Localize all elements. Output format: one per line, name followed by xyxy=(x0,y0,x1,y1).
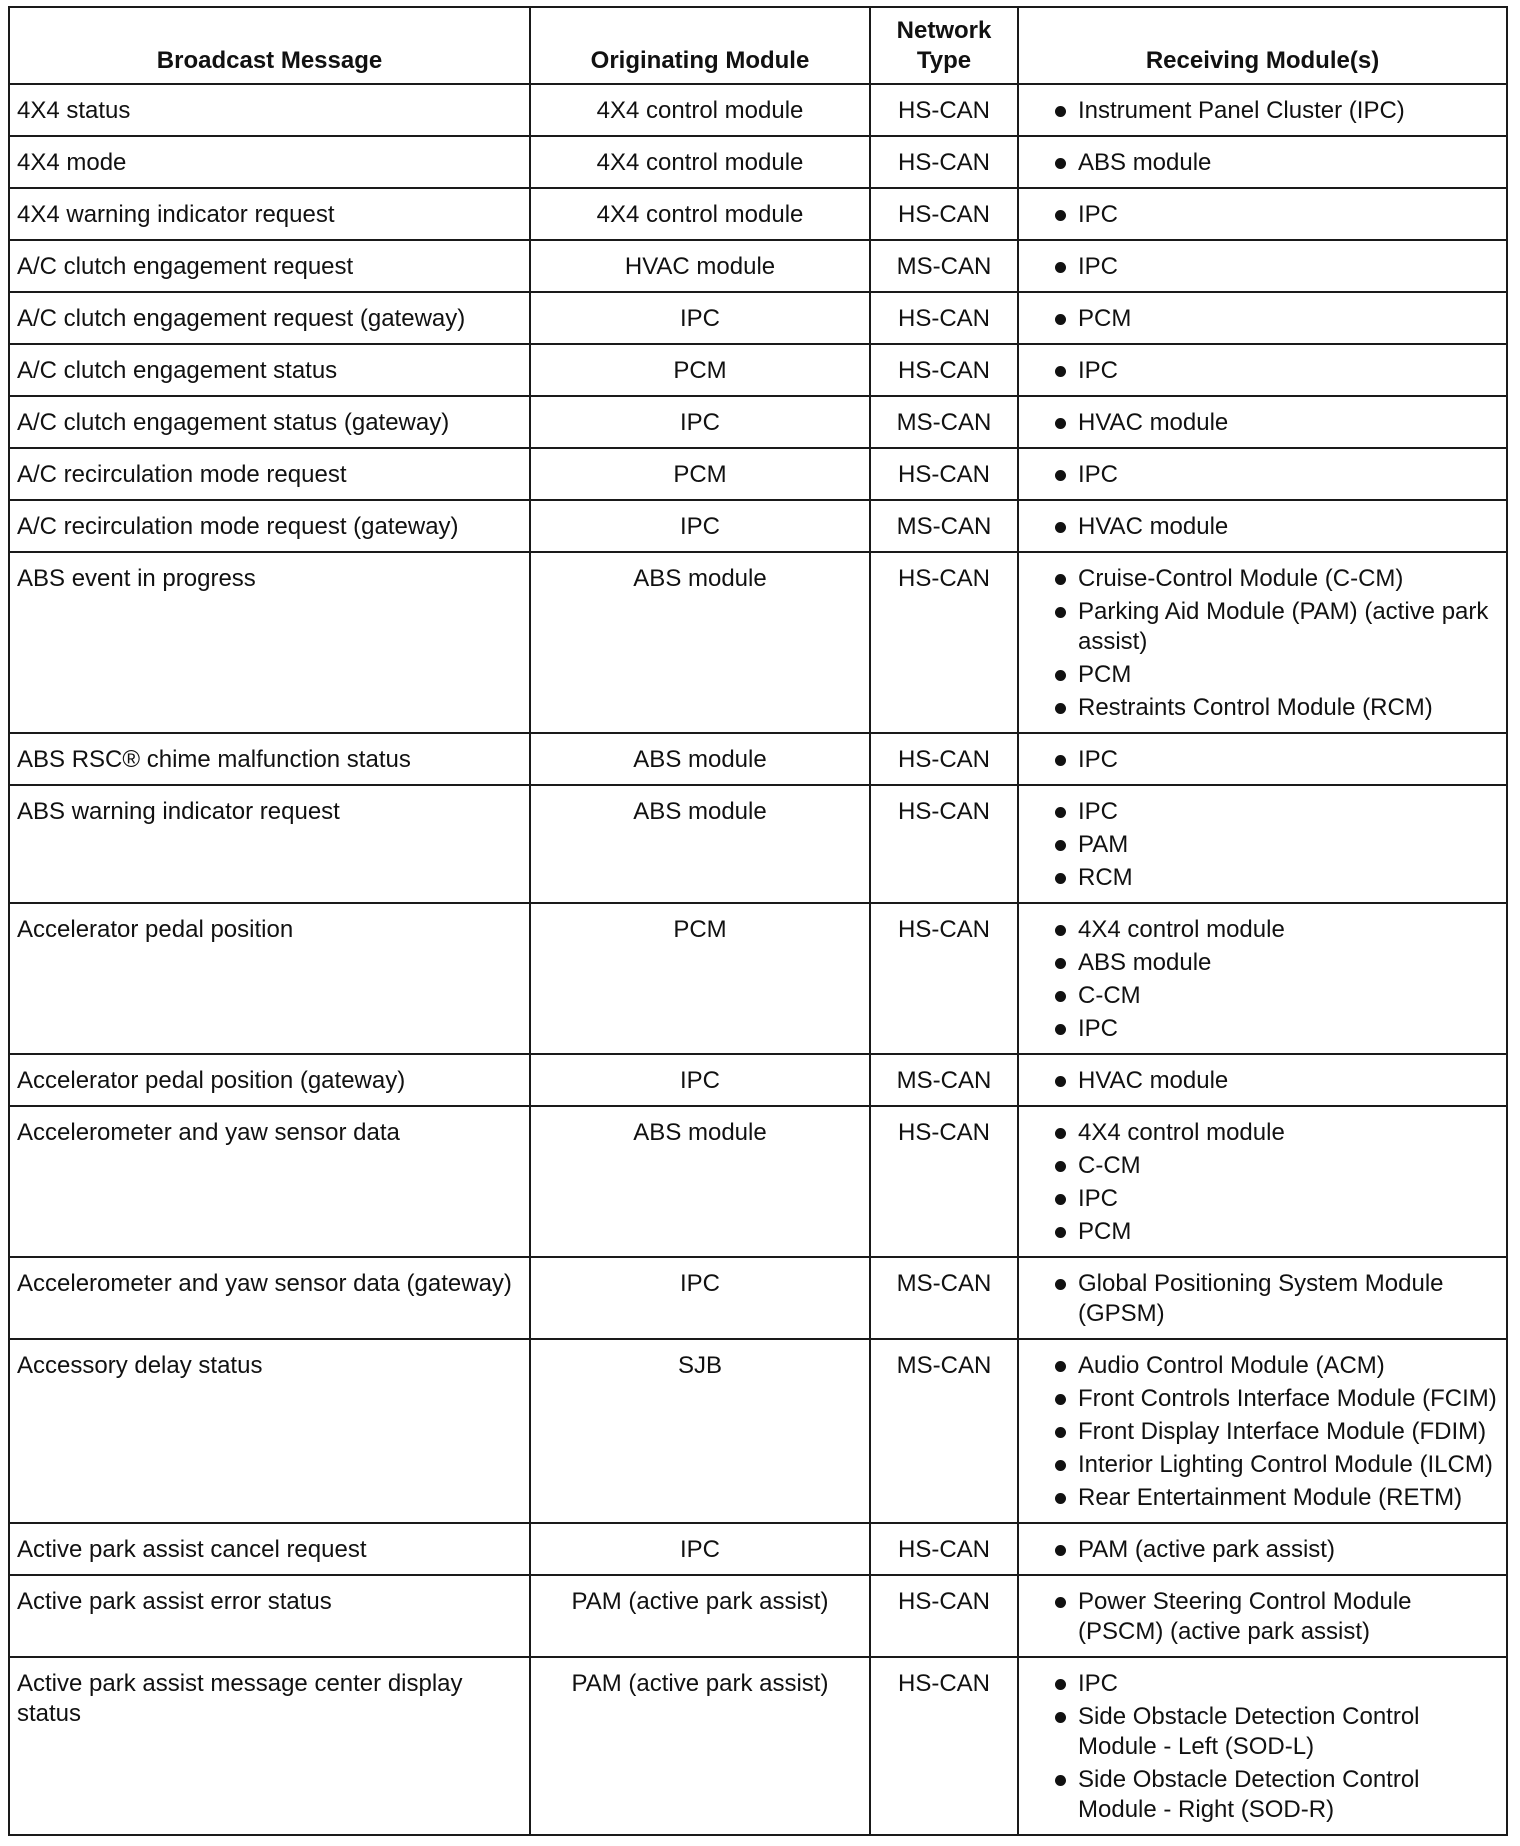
receiving-modules-list xyxy=(1026,408,1499,438)
originating-module-cell: PAM (active park assist) xyxy=(530,1657,870,1835)
receiving-module-label: Rear Entertainment Module (RETM) xyxy=(1078,1484,1463,1511)
receiving-module-item xyxy=(1026,304,1499,334)
broadcast-message-cell: A/C clutch engagement request (gateway) xyxy=(9,292,530,344)
receiving-modules-cell xyxy=(1018,1106,1507,1257)
bullet-icon xyxy=(1055,703,1066,714)
network-type-cell: HS-CAN xyxy=(870,785,1018,903)
receiving-modules-cell xyxy=(1018,344,1507,396)
originating-module-cell: PCM xyxy=(530,903,870,1054)
originating-module-cell: IPC xyxy=(530,396,870,448)
originating-module-cell: IPC xyxy=(530,500,870,552)
receiving-modules-cell xyxy=(1018,448,1507,500)
table-row xyxy=(9,188,1507,240)
receiving-modules-list xyxy=(1026,200,1499,230)
receiving-module-item xyxy=(1026,597,1499,657)
receiving-module-item xyxy=(1026,1483,1499,1513)
table-header xyxy=(9,7,1507,84)
table-row xyxy=(9,903,1507,1054)
bullet-icon xyxy=(1055,1545,1066,1556)
broadcast-message-cell: A/C recirculation mode request xyxy=(9,448,530,500)
broadcast-message-cell: Active park assist cancel request xyxy=(9,1523,530,1575)
receiving-module-label: Front Display Interface Module (FDIM) xyxy=(1078,1418,1487,1445)
bullet-icon xyxy=(1055,366,1066,377)
receiving-module-label: Side Obstacle Detection Control Module - Right (SOD-R) xyxy=(1078,1766,1420,1823)
receiving-module-label: Instrument Panel Cluster (IPC) xyxy=(1078,97,1405,124)
receiving-module-item xyxy=(1026,1450,1499,1480)
receiving-module-label: IPC xyxy=(1078,1185,1119,1212)
originating-module-cell: ABS module xyxy=(530,733,870,785)
receiving-module-label: Side Obstacle Detection Control Module - Left (SOD-L) xyxy=(1078,1703,1420,1760)
header-network-type-label: Network Type xyxy=(896,17,992,74)
receiving-module-label: IPC xyxy=(1078,201,1119,228)
receiving-modules-list xyxy=(1026,915,1499,1044)
receiving-module-label: PAM (active park assist) xyxy=(1078,1536,1335,1563)
table-row xyxy=(9,1657,1507,1835)
receiving-module-item xyxy=(1026,830,1499,860)
network-type-cell: HS-CAN xyxy=(870,448,1018,500)
table-row xyxy=(9,1339,1507,1523)
originating-module-cell: SJB xyxy=(530,1339,870,1523)
bullet-icon xyxy=(1055,1024,1066,1035)
bullet-icon xyxy=(1055,1076,1066,1087)
receiving-module-label: IPC xyxy=(1078,746,1119,773)
originating-module-cell: ABS module xyxy=(530,785,870,903)
receiving-modules-cell xyxy=(1018,292,1507,344)
broadcast-message-cell: 4X4 warning indicator request xyxy=(9,188,530,240)
receiving-module-label: 4X4 control module xyxy=(1078,1119,1285,1146)
broadcast-message-cell: A/C recirculation mode request (gateway) xyxy=(9,500,530,552)
receiving-module-item xyxy=(1026,1351,1499,1381)
header-originating-module: Originating Module xyxy=(530,7,870,84)
receiving-modules-list xyxy=(1026,797,1499,893)
receiving-module-label: PCM xyxy=(1078,1218,1132,1245)
receiving-module-label: C-CM xyxy=(1078,982,1141,1009)
receiving-module-item xyxy=(1026,693,1499,723)
receiving-modules-cell xyxy=(1018,552,1507,733)
receiving-modules-list xyxy=(1026,460,1499,490)
bullet-icon xyxy=(1055,262,1066,273)
header-broadcast-message: Broadcast Message xyxy=(9,7,530,84)
receiving-module-label: Parking Aid Module (PAM) (active park assist) xyxy=(1078,598,1489,655)
table-row xyxy=(9,396,1507,448)
receiving-modules-cell xyxy=(1018,903,1507,1054)
receiving-module-label: IPC xyxy=(1078,798,1119,825)
receiving-module-item xyxy=(1026,356,1499,386)
receiving-module-label: HVAC module xyxy=(1078,513,1229,540)
table-row xyxy=(9,344,1507,396)
network-type-cell: MS-CAN xyxy=(870,1054,1018,1106)
receiving-modules-list xyxy=(1026,96,1499,126)
receiving-modules-cell xyxy=(1018,1575,1507,1657)
table-row xyxy=(9,448,1507,500)
receiving-module-item xyxy=(1026,1669,1499,1699)
bullet-icon xyxy=(1055,873,1066,884)
receiving-module-item xyxy=(1026,1014,1499,1044)
receiving-module-label: ABS module xyxy=(1078,149,1212,176)
receiving-module-label: ABS module xyxy=(1078,949,1212,976)
receiving-module-label: IPC xyxy=(1078,357,1119,384)
receiving-module-label: Interior Lighting Control Module (ILCM) xyxy=(1078,1451,1493,1478)
table-row xyxy=(9,240,1507,292)
receiving-modules-cell xyxy=(1018,1257,1507,1339)
receiving-module-item xyxy=(1026,1702,1499,1762)
receiving-modules-cell xyxy=(1018,240,1507,292)
receiving-module-label: PCM xyxy=(1078,661,1132,688)
network-type-cell: MS-CAN xyxy=(870,240,1018,292)
originating-module-cell: IPC xyxy=(530,292,870,344)
receiving-modules-cell xyxy=(1018,785,1507,903)
table-row xyxy=(9,1575,1507,1657)
bullet-icon xyxy=(1055,607,1066,618)
network-type-cell: HS-CAN xyxy=(870,188,1018,240)
originating-module-cell: ABS module xyxy=(530,552,870,733)
receiving-modules-list xyxy=(1026,252,1499,282)
network-type-cell: HS-CAN xyxy=(870,1575,1018,1657)
broadcast-message-cell: Active park assist message center display status xyxy=(9,1657,530,1835)
table-body xyxy=(9,84,1507,1835)
network-type-cell: HS-CAN xyxy=(870,1523,1018,1575)
bullet-icon xyxy=(1055,314,1066,325)
table-row xyxy=(9,1054,1507,1106)
header-network-type xyxy=(870,7,1018,84)
receiving-module-item xyxy=(1026,1151,1499,1181)
receiving-module-item xyxy=(1026,1765,1499,1825)
receiving-module-item xyxy=(1026,1066,1499,1096)
bullet-icon xyxy=(1055,755,1066,766)
bullet-icon xyxy=(1055,1460,1066,1471)
network-type-cell: MS-CAN xyxy=(870,1257,1018,1339)
originating-module-cell: 4X4 control module xyxy=(530,188,870,240)
originating-module-cell: IPC xyxy=(530,1054,870,1106)
network-type-cell: MS-CAN xyxy=(870,500,1018,552)
receiving-modules-cell xyxy=(1018,84,1507,136)
originating-module-cell: PAM (active park assist) xyxy=(530,1575,870,1657)
receiving-modules-list xyxy=(1026,564,1499,723)
receiving-modules-list xyxy=(1026,1269,1499,1329)
bullet-icon xyxy=(1055,670,1066,681)
receiving-module-item xyxy=(1026,564,1499,594)
network-type-cell: HS-CAN xyxy=(870,136,1018,188)
network-type-cell: MS-CAN xyxy=(870,396,1018,448)
receiving-module-item xyxy=(1026,408,1499,438)
receiving-module-label: HVAC module xyxy=(1078,409,1229,436)
broadcast-message-cell: A/C clutch engagement status (gateway) xyxy=(9,396,530,448)
receiving-modules-list xyxy=(1026,304,1499,334)
receiving-module-item xyxy=(1026,512,1499,542)
receiving-modules-list xyxy=(1026,745,1499,775)
header-receiving-modules: Receiving Module(s) xyxy=(1018,7,1507,84)
network-type-cell: MS-CAN xyxy=(870,1339,1018,1523)
broadcast-message-cell: Accelerator pedal position (gateway) xyxy=(9,1054,530,1106)
receiving-module-item xyxy=(1026,863,1499,893)
bullet-icon xyxy=(1055,1712,1066,1723)
receiving-module-label: Global Positioning System Module (GPSM) xyxy=(1078,1270,1444,1327)
receiving-module-item xyxy=(1026,1587,1499,1647)
receiving-modules-list xyxy=(1026,1351,1499,1513)
receiving-module-item xyxy=(1026,200,1499,230)
receiving-modules-cell xyxy=(1018,136,1507,188)
bullet-icon xyxy=(1055,1597,1066,1608)
bullet-icon xyxy=(1055,418,1066,429)
originating-module-cell: IPC xyxy=(530,1257,870,1339)
receiving-modules-list xyxy=(1026,148,1499,178)
bullet-icon xyxy=(1055,1427,1066,1438)
receiving-module-item xyxy=(1026,1384,1499,1414)
bullet-icon xyxy=(1055,158,1066,169)
bullet-icon xyxy=(1055,1128,1066,1139)
network-type-cell: HS-CAN xyxy=(870,1657,1018,1835)
receiving-modules-cell xyxy=(1018,188,1507,240)
bullet-icon xyxy=(1055,574,1066,585)
table-row xyxy=(9,1523,1507,1575)
table-row xyxy=(9,1257,1507,1339)
table-row xyxy=(9,292,1507,344)
header-row xyxy=(9,7,1507,84)
receiving-modules-cell xyxy=(1018,733,1507,785)
broadcast-message-cell: Active park assist error status xyxy=(9,1575,530,1657)
receiving-modules-list xyxy=(1026,1535,1499,1565)
network-type-cell: HS-CAN xyxy=(870,84,1018,136)
receiving-module-label: IPC xyxy=(1078,1015,1119,1042)
receiving-module-label: Cruise-Control Module (C-CM) xyxy=(1078,565,1404,592)
receiving-module-label: IPC xyxy=(1078,253,1119,280)
receiving-module-item xyxy=(1026,1535,1499,1565)
receiving-module-item xyxy=(1026,915,1499,945)
receiving-modules-list xyxy=(1026,1669,1499,1825)
receiving-module-item xyxy=(1026,745,1499,775)
receiving-module-item xyxy=(1026,1184,1499,1214)
receiving-module-label: 4X4 control module xyxy=(1078,916,1285,943)
receiving-module-item xyxy=(1026,797,1499,827)
broadcast-message-cell: 4X4 status xyxy=(9,84,530,136)
network-type-cell: HS-CAN xyxy=(870,292,1018,344)
broadcast-message-cell: A/C clutch engagement status xyxy=(9,344,530,396)
bullet-icon xyxy=(1055,470,1066,481)
table-row xyxy=(9,136,1507,188)
table-row xyxy=(9,500,1507,552)
table-row xyxy=(9,552,1507,733)
broadcast-message-cell: ABS warning indicator request xyxy=(9,785,530,903)
bullet-icon xyxy=(1055,1394,1066,1405)
network-type-cell: HS-CAN xyxy=(870,733,1018,785)
bullet-icon xyxy=(1055,1775,1066,1786)
receiving-modules-cell xyxy=(1018,1657,1507,1835)
bullet-icon xyxy=(1055,1361,1066,1372)
bullet-icon xyxy=(1055,1493,1066,1504)
receiving-modules-list xyxy=(1026,1587,1499,1647)
originating-module-cell: HVAC module xyxy=(530,240,870,292)
originating-module-cell: IPC xyxy=(530,1523,870,1575)
bullet-icon xyxy=(1055,807,1066,818)
bullet-icon xyxy=(1055,958,1066,969)
bullet-icon xyxy=(1055,1161,1066,1172)
receiving-modules-list xyxy=(1026,1066,1499,1096)
receiving-module-item xyxy=(1026,252,1499,282)
broadcast-message-cell: Accelerometer and yaw sensor data (gateway) xyxy=(9,1257,530,1339)
receiving-modules-list xyxy=(1026,1118,1499,1247)
bullet-icon xyxy=(1055,1227,1066,1238)
receiving-module-label: IPC xyxy=(1078,1670,1119,1697)
broadcast-message-cell: Accelerator pedal position xyxy=(9,903,530,1054)
broadcast-message-cell: 4X4 mode xyxy=(9,136,530,188)
bullet-icon xyxy=(1055,106,1066,117)
originating-module-cell: PCM xyxy=(530,344,870,396)
network-type-cell: HS-CAN xyxy=(870,903,1018,1054)
bullet-icon xyxy=(1055,840,1066,851)
originating-module-cell: 4X4 control module xyxy=(530,84,870,136)
receiving-modules-list xyxy=(1026,356,1499,386)
originating-module-cell: PCM xyxy=(530,448,870,500)
receiving-modules-cell xyxy=(1018,1523,1507,1575)
receiving-modules-cell xyxy=(1018,1339,1507,1523)
receiving-module-item xyxy=(1026,981,1499,1011)
broadcast-message-cell: ABS event in progress xyxy=(9,552,530,733)
receiving-module-label: PCM xyxy=(1078,305,1132,332)
broadcast-message-cell: Accessory delay status xyxy=(9,1339,530,1523)
receiving-module-item xyxy=(1026,660,1499,690)
receiving-modules-cell xyxy=(1018,396,1507,448)
bullet-icon xyxy=(1055,1279,1066,1290)
bullet-icon xyxy=(1055,210,1066,221)
network-type-cell: HS-CAN xyxy=(870,344,1018,396)
receiving-module-item xyxy=(1026,460,1499,490)
table-row xyxy=(9,84,1507,136)
receiving-module-item xyxy=(1026,1417,1499,1447)
bullet-icon xyxy=(1055,522,1066,533)
bullet-icon xyxy=(1055,1679,1066,1690)
receiving-module-item xyxy=(1026,96,1499,126)
receiving-module-label: HVAC module xyxy=(1078,1067,1229,1094)
receiving-module-label: Front Controls Interface Module (FCIM) xyxy=(1078,1385,1497,1412)
receiving-module-item xyxy=(1026,1217,1499,1247)
receiving-modules-cell xyxy=(1018,500,1507,552)
bullet-icon xyxy=(1055,925,1066,936)
bullet-icon xyxy=(1055,1194,1066,1205)
originating-module-cell: ABS module xyxy=(530,1106,870,1257)
receiving-module-item xyxy=(1026,148,1499,178)
bullet-icon xyxy=(1055,991,1066,1002)
receiving-module-label: IPC xyxy=(1078,461,1119,488)
network-type-cell: HS-CAN xyxy=(870,1106,1018,1257)
originating-module-cell: 4X4 control module xyxy=(530,136,870,188)
receiving-module-item xyxy=(1026,948,1499,978)
table-row xyxy=(9,1106,1507,1257)
receiving-module-label: RCM xyxy=(1078,864,1133,891)
receiving-module-label: Restraints Control Module (RCM) xyxy=(1078,694,1433,721)
receiving-module-label: Power Steering Control Module (PSCM) (active park assist) xyxy=(1078,1588,1412,1645)
broadcast-message-cell: A/C clutch engagement request xyxy=(9,240,530,292)
table-row xyxy=(9,785,1507,903)
receiving-module-label: C-CM xyxy=(1078,1152,1141,1179)
broadcast-message-cell: Accelerometer and yaw sensor data xyxy=(9,1106,530,1257)
receiving-modules-cell xyxy=(1018,1054,1507,1106)
receiving-module-label: PAM xyxy=(1078,831,1129,858)
network-type-cell: HS-CAN xyxy=(870,552,1018,733)
broadcast-message-cell: ABS RSC® chime malfunction status xyxy=(9,733,530,785)
receiving-module-item xyxy=(1026,1118,1499,1148)
receiving-modules-list xyxy=(1026,512,1499,542)
broadcast-message-table xyxy=(8,6,1508,1836)
receiving-module-label: Audio Control Module (ACM) xyxy=(1078,1352,1385,1379)
table-row xyxy=(9,733,1507,785)
receiving-module-item xyxy=(1026,1269,1499,1329)
